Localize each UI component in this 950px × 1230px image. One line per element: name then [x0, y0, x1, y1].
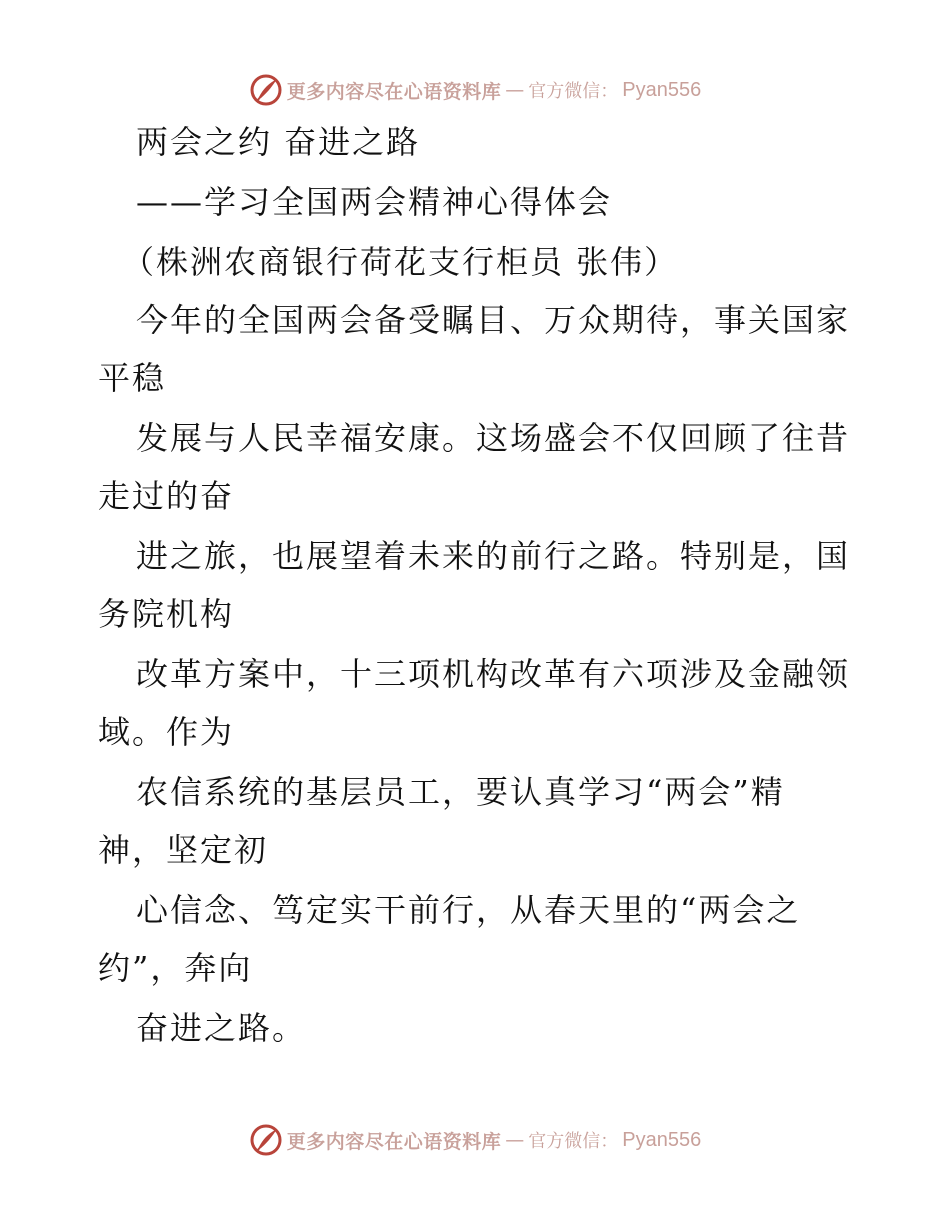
paragraph-line: 改革方案中，十三项机构改革有六项涉及金融领 — [136, 655, 851, 693]
footer-wechat-id: Pyan556 — [622, 1128, 702, 1151]
header-brand-text: 更多内容尽在心语资料库 — [286, 80, 502, 103]
paragraph-line: 约”，奔向 — [98, 949, 253, 987]
paragraph-line: 进之旅，也展望着未来的前行之路。特别是，国 — [136, 537, 851, 575]
paragraph-line: 奋进之路。 — [136, 1009, 307, 1047]
footer-brand-text: 更多内容尽在心语资料库 — [286, 1130, 502, 1153]
paragraph-line: 走过的奋 — [98, 477, 235, 515]
paragraph-line: 发展与人民幸福安康。这场盛会不仅回顾了往昔 — [136, 419, 851, 457]
header-separator: — — [505, 79, 525, 101]
document-title: 两会之约 奋进之路 — [136, 123, 421, 161]
document-subtitle: ——学习全国两会精神心得体会 — [136, 183, 613, 221]
footer-separator: — — [505, 1129, 525, 1151]
paragraph-line: 心信念、笃定实干前行，从春天里的“两会之 — [136, 891, 801, 929]
quill-logo-icon — [249, 1123, 283, 1157]
footer-wechat-label: 官方微信： — [528, 1131, 619, 1152]
header-wechat-label: 官方微信： — [528, 81, 619, 102]
paragraph-line: 平稳 — [98, 359, 167, 397]
paragraph-line: 务院机构 — [98, 595, 235, 633]
quill-logo-icon — [249, 73, 283, 107]
header-wechat-id: Pyan556 — [622, 78, 702, 101]
paragraph-line: 域。作为 — [98, 713, 235, 751]
header-watermark — [0, 72, 950, 108]
paragraph-line: 农信系统的基层员工，要认真学习“两会”精 — [136, 773, 785, 811]
footer-watermark — [0, 1122, 950, 1158]
paragraph-line: 今年的全国两会备受瞩目、万众期待，事关国家 — [136, 301, 851, 339]
document-author: （株洲农商银行荷花支行柜员 张伟） — [122, 243, 679, 281]
paragraph-line: 神，坚定初 — [98, 831, 269, 869]
